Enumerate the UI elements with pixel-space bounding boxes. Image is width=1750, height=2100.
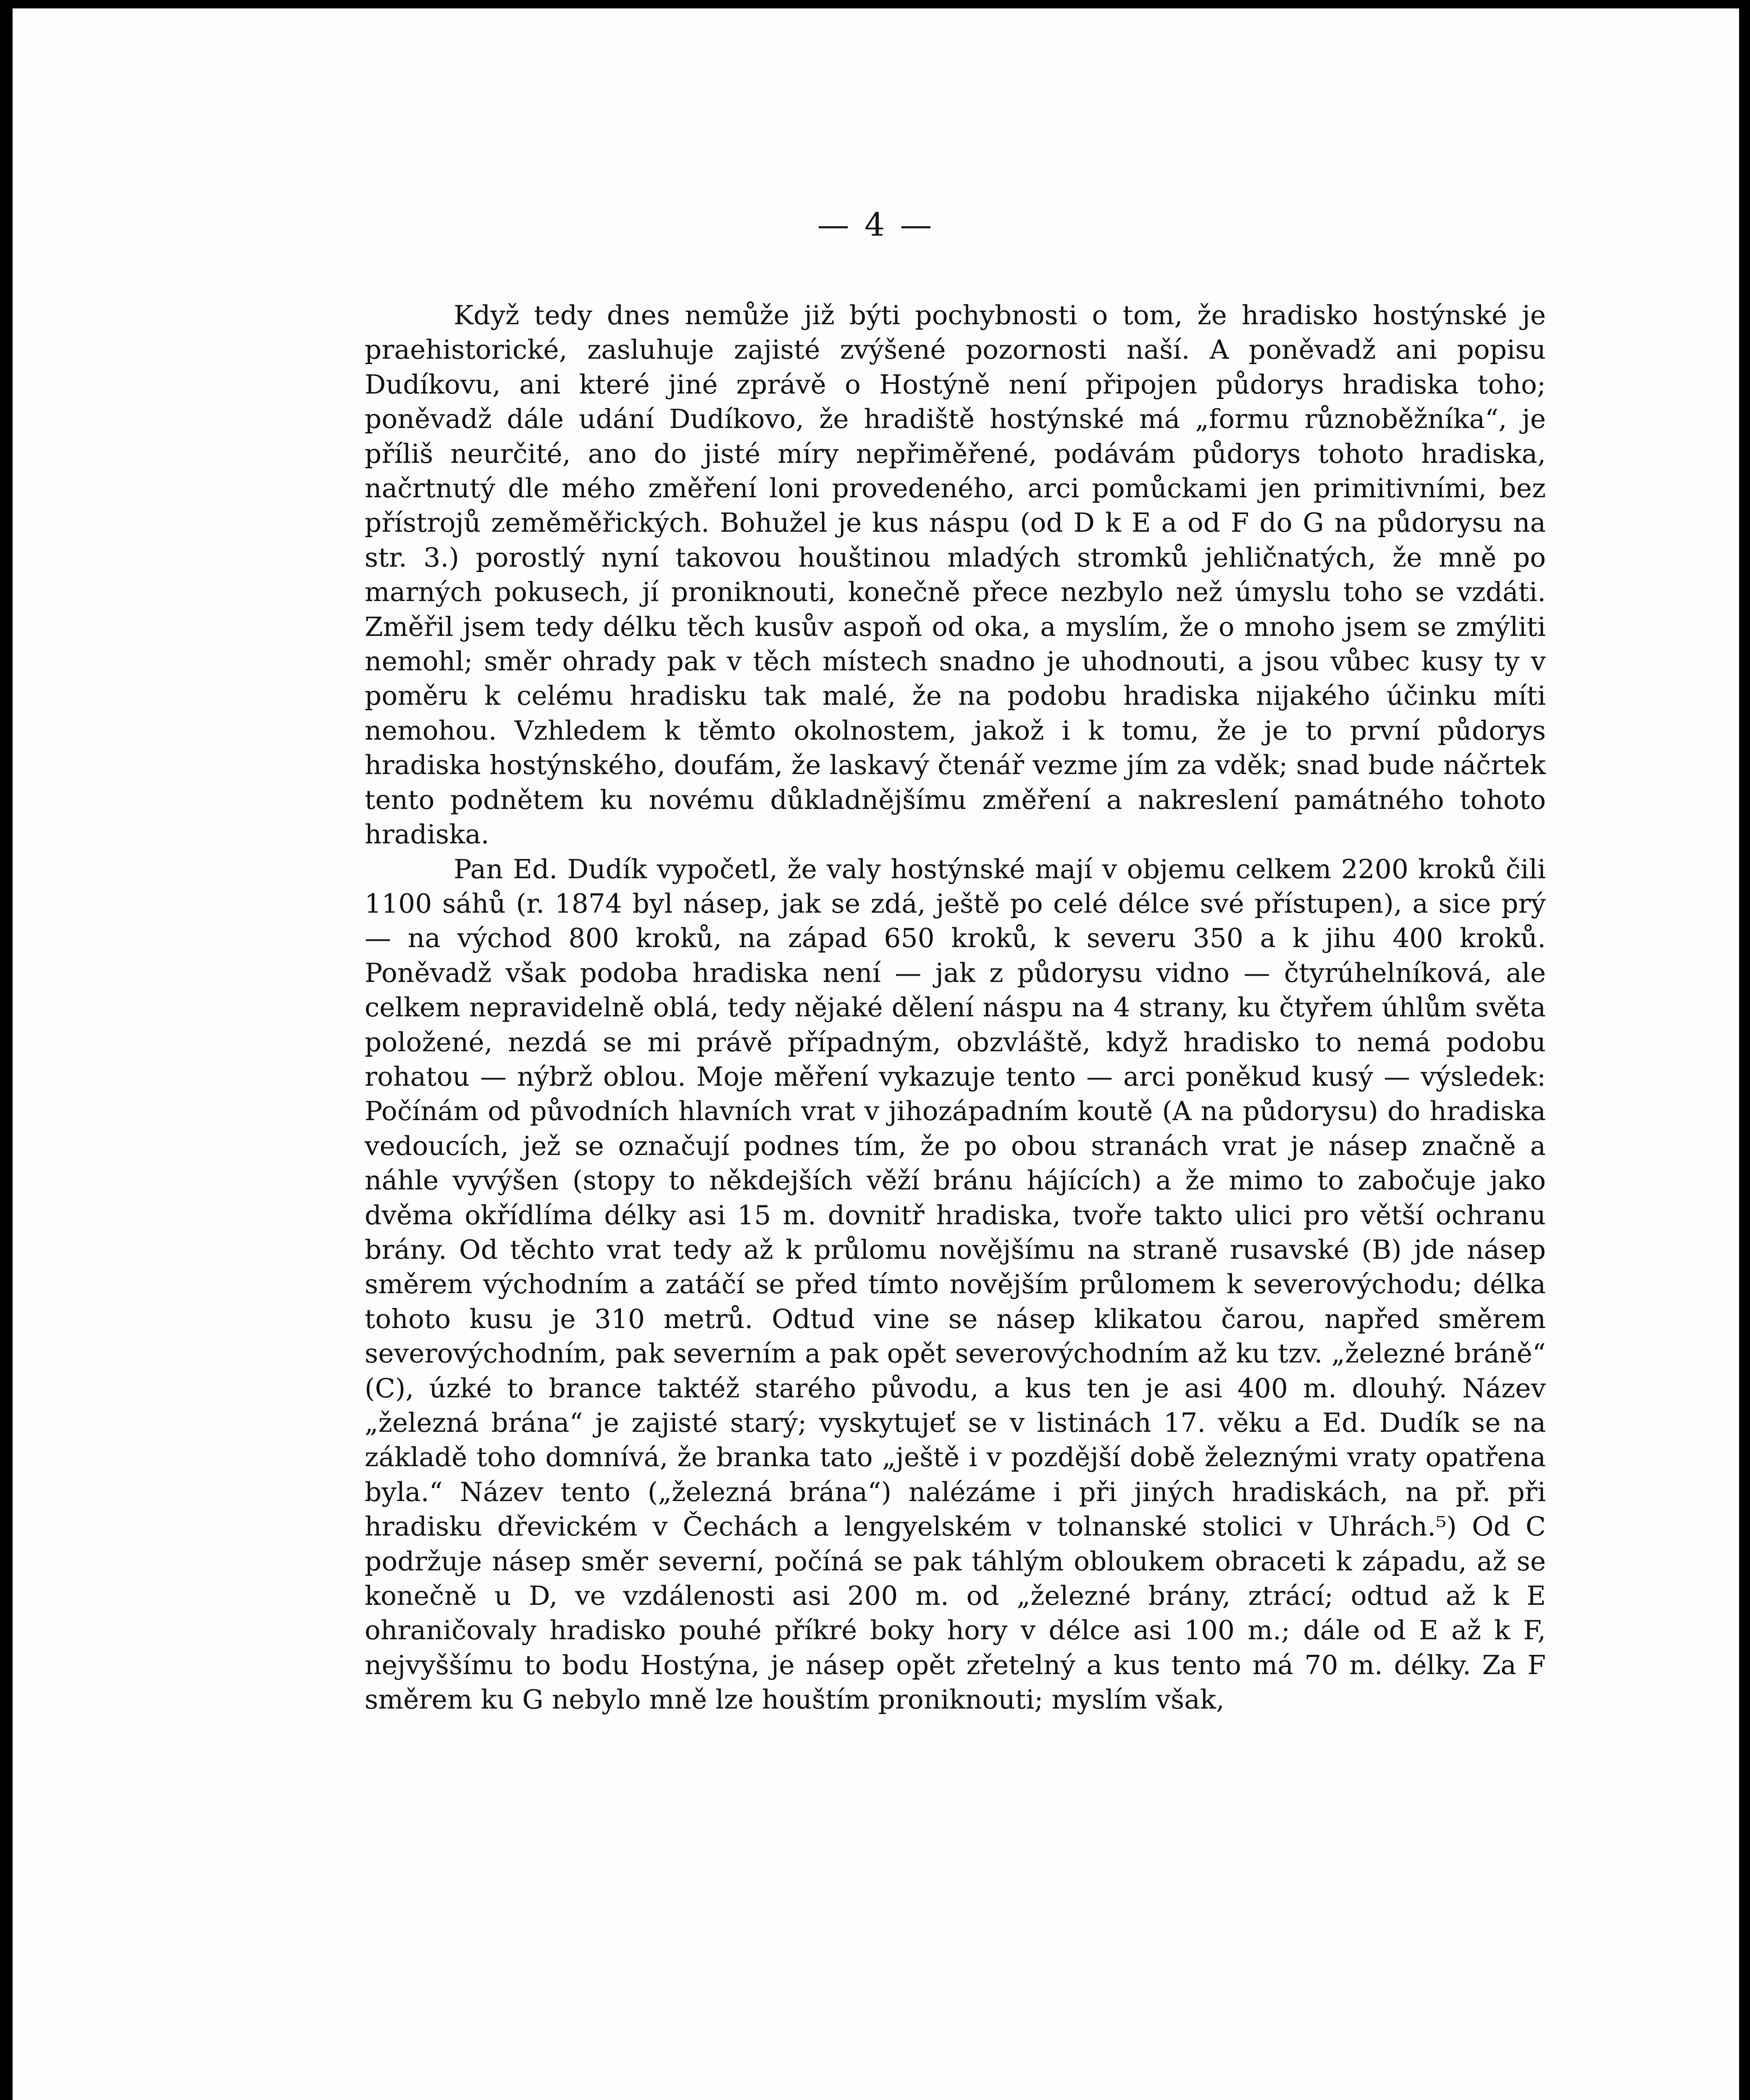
body-text [365,298,1546,1717]
paragraph: Když tedy dnes nemůže již býti pochybnosti o tom, že hradisko hostýnské je praehistorické, zasluhuje zajisté zvýšené pozornosti naší. A poněvadž ani popisu Dudíkovu, ani které jiné zprávě o Hostýně není připojen půdorys hradiska toho; poněvadž dále udání Dudíkovo, že hradiště hostýnské má „formu různoběžníka“, je příliš neurčité, ano do jisté míry nepřiměřené, podávám půdorys tohoto hradiska, načrtnutý dle mého změření loni provedeného, arci pomůckami jen primitivními, bez přístrojů zeměměřických. Bohužel je kus náspu (od D k E a od F do G na půdorysu na str. 3.) porostlý nyní takovou houštinou mladých stromků jehličnatých, že mně po marných pokusech, jí proniknouti, konečně přece nezbylo než úmyslu toho se vzdáti. Změřil jsem tedy délku těch kusův aspoň od oka, a myslím, že o mnoho jsem se zmýliti nemohl; směr ohrady pak v těch místech snadno je uhodnouti, a jsou vůbec kusy ty v poměru k celému hradisku tak malé, že na podobu hradiska nijakého účinku míti nemohou. Vzhledem k těmto okolnostem, jakož i k tomu, že je to první půdorys hradiska hostýnského, doufám, že laskavý čtenář vezme jím za vděk; snad bude náčrtek tento podnětem ku novému důkladnějšímu změření a nakreslení památného tohoto hradiska. [365,300,1546,850]
page-number: — 4 — [817,206,935,243]
scanned-page [13,8,1739,2100]
paragraph: Pan Ed. Dudík vypočetl, že valy hostýnské mají v objemu celkem 2200 kroků čili 1100 sáhů (r. 1874 byl násep, jak se zdá, ještě po celé délce své přístupen), a sice prý — na východ 800 kroků, na západ 650 kroků, k severu 350 a k jihu 400 kroků. Poněvadž však podoba hradiska není — jak z půdorysu vidno — čtyrúhelníková, ale celkem nepravidelně oblá, tedy nějaké dělení náspu na 4 strany, ku čtyřem úhlům světa položené, nezdá se mi právě případným, obzvláště, když hradisko to nemá podobu rohatou — nýbrž oblou. Moje měření vykazuje tento — arci poněkud kusý — výsledek: Počínám od původních hlavních vrat v jihozápadním koutě (A na půdorysu) do hradiska vedoucích, jež se označují podnes tím, že po obou stranách vrat je násep značně a náhle vyvýšen (stopy to někdejších věží bránu hájících) a že mimo to zabočuje jako dvěma okřídlíma délky asi 15 m. dovnitř hradiska, tvoře takto ulici pro větší ochranu brány. Od těchto vrat tedy až k průlomu novějšímu na straně rusavské (B) jde násep směrem východním a zatáčí se před tímto novějším průlomem k severovýchodu; délka tohoto kusu je 310 metrů. Odtud vine se násep klikatou čarou, napřed směrem severovýchodním, pak severním a pak opět severovýchodním až ku tzv. „železné bráně“ (C), úzké to brance taktéž starého původu, a kus ten je asi 400 m. dlouhý. Název „železná brána“ je zajisté starý; vyskytujeť se v listinách 17. věku a Ed. Dudík se na základě toho domnívá, že branka tato „ještě i v pozdější době železnými vraty opatřena byla.“ Název tento („železná brána“) nalézáme i při jiných hradiskách, na př. při hradisku dřevickém v Čechách a lengyelském v tolnanské stolici v Uhrách.⁵) Od C podržuje násep směr severní, počíná se pak táhlým obloukem obraceti k západu, až se konečně u D, ve vzdálenosti asi 200 m. od „železné brány, ztrácí; odtud až k E ohraničovaly hradisko pouhé příkré boky hory v délce asi 100 m.; dále od E až k F, nejvyššímu to bodu Hostýna, je násep opět zřetelný a kus tento má 70 m. délky. Za F směrem ku G nebylo mně lze houštím proniknouti; myslím však, [365,853,1546,1715]
